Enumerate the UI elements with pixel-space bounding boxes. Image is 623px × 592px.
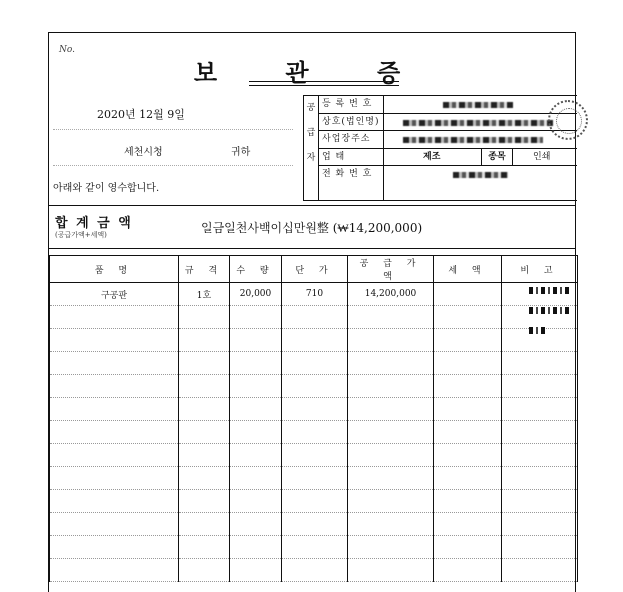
redaction: [453, 172, 508, 178]
empty-cell: [50, 467, 179, 490]
empty-cell: [434, 306, 502, 329]
table-row: [50, 559, 578, 582]
empty-cell: [434, 536, 502, 559]
recipient-honorific: 귀하: [231, 147, 251, 158]
table-row: [50, 444, 578, 467]
divider: [53, 129, 293, 130]
empty-cell: [230, 536, 282, 559]
empty-cell: [179, 352, 230, 375]
supplier-label: 상호(법인명): [318, 114, 383, 132]
empty-cell: [50, 513, 179, 536]
col-header: 수 량: [230, 256, 282, 283]
empty-cell: [230, 444, 282, 467]
empty-cell: [434, 421, 502, 444]
seal-stamp: [548, 100, 588, 140]
redaction: [529, 307, 571, 314]
title-underline: [249, 81, 399, 82]
side-char: 급: [306, 128, 316, 138]
empty-cell: [348, 490, 434, 513]
empty-cell: [434, 513, 502, 536]
empty-cell: [348, 536, 434, 559]
empty-cell: [434, 329, 502, 352]
business-item: 인쇄: [533, 151, 551, 162]
table-row: [50, 306, 578, 329]
table-row: [50, 536, 578, 559]
empty-cell: [179, 490, 230, 513]
cell-unit-price: 710: [282, 283, 348, 306]
empty-cell: [50, 398, 179, 421]
supplier-labels: [318, 96, 384, 200]
empty-cell: [179, 536, 230, 559]
empty-cell: [179, 559, 230, 582]
empty-cell: [179, 306, 230, 329]
empty-cell: [50, 375, 179, 398]
empty-cell: [348, 398, 434, 421]
empty-cell: [230, 421, 282, 444]
empty-cell: [348, 306, 434, 329]
empty-cell: [282, 398, 348, 421]
empty-cell: [502, 536, 578, 559]
empty-cell: [179, 444, 230, 467]
empty-cell: [434, 444, 502, 467]
title-underline-2: [249, 85, 399, 86]
empty-cell: [502, 375, 578, 398]
empty-cell: [348, 444, 434, 467]
empty-cell: [50, 306, 179, 329]
business-type-row: [383, 149, 577, 167]
empty-cell: [348, 352, 434, 375]
recipient-name: 세천시청: [124, 147, 163, 158]
empty-cell: [179, 329, 230, 352]
empty-cell: [348, 513, 434, 536]
empty-cell: [502, 352, 578, 375]
empty-cell: [502, 444, 578, 467]
cell-tax: [434, 283, 502, 306]
cell-spec: 1호: [179, 283, 230, 306]
supplier-box: [303, 95, 577, 201]
table-row: [50, 467, 578, 490]
empty-cell: [348, 421, 434, 444]
empty-cell: [434, 352, 502, 375]
received-statement: 아래와 같이 영수합니다.: [53, 183, 160, 194]
empty-cell: [282, 421, 348, 444]
empty-cell: [282, 513, 348, 536]
supplier-label: 전 화 번 호: [322, 169, 373, 180]
col-header: 공 급 가 액: [348, 256, 434, 283]
col-header: 세 액: [434, 256, 502, 283]
empty-cell: [230, 306, 282, 329]
table-row: [50, 421, 578, 444]
total-sublabel: (공급가액+세액): [55, 231, 107, 239]
empty-cell: [502, 467, 578, 490]
cell-supply-value: 14,200,000: [348, 283, 434, 306]
business-type: 제조: [423, 151, 441, 162]
divider: [53, 165, 293, 166]
col-header: 비 고: [502, 256, 578, 283]
side-char: 자: [306, 153, 316, 163]
empty-cell: [434, 375, 502, 398]
redacted-remark: [525, 279, 575, 347]
empty-cell: [282, 352, 348, 375]
total-amount-box: [49, 205, 575, 249]
empty-cell: [282, 559, 348, 582]
empty-cell: [50, 536, 179, 559]
redaction: [529, 327, 545, 334]
empty-cell: [179, 467, 230, 490]
table-row: [50, 283, 578, 306]
total-amount: 일금일천사백이십만원整 (₩14,200,000): [201, 221, 423, 235]
empty-cell: [348, 329, 434, 352]
table-row: [50, 398, 578, 421]
table-row: [50, 490, 578, 513]
supplier-label: 업 태: [318, 149, 383, 167]
empty-cell: [50, 559, 179, 582]
empty-cell: [282, 536, 348, 559]
empty-cell: [230, 467, 282, 490]
empty-cell: [502, 513, 578, 536]
table-row: [50, 513, 578, 536]
empty-cell: [434, 559, 502, 582]
supplier-label: 사업장주소: [318, 131, 383, 149]
side-char: 공: [306, 103, 316, 113]
col-header: 단 가: [282, 256, 348, 283]
redaction: [403, 120, 553, 126]
redacted-reg-number: [383, 96, 577, 114]
table-header-row: [50, 256, 578, 283]
empty-cell: [230, 329, 282, 352]
cell-qty: 20,000: [230, 283, 282, 306]
empty-cell: [50, 329, 179, 352]
redacted-phone: [383, 166, 577, 184]
empty-cell: [230, 352, 282, 375]
empty-cell: [348, 375, 434, 398]
empty-cell: [230, 559, 282, 582]
empty-cell: [230, 375, 282, 398]
empty-cell: [434, 490, 502, 513]
empty-cell: [50, 490, 179, 513]
items-table: [49, 255, 578, 582]
table-row: [50, 352, 578, 375]
empty-cell: [502, 421, 578, 444]
empty-cell: [230, 398, 282, 421]
redaction: [443, 102, 513, 108]
empty-cell: [502, 559, 578, 582]
supplier-values: [383, 96, 577, 200]
empty-cell: [179, 375, 230, 398]
page-title: 보 관 증: [193, 58, 431, 87]
table-row: [50, 329, 578, 352]
empty-cell: [282, 467, 348, 490]
redaction: [403, 137, 543, 143]
redaction: [529, 287, 571, 294]
total-label: 합 계 금 액: [55, 216, 133, 231]
empty-cell: [434, 398, 502, 421]
empty-cell: [502, 490, 578, 513]
issue-date: 2020년 12월 9일: [97, 108, 185, 121]
empty-cell: [434, 467, 502, 490]
empty-cell: [282, 444, 348, 467]
empty-cell: [282, 306, 348, 329]
empty-cell: [179, 421, 230, 444]
empty-cell: [230, 513, 282, 536]
supplier-label: 등 록 번 호: [318, 96, 383, 114]
empty-cell: [230, 490, 282, 513]
empty-cell: [282, 490, 348, 513]
col-header: 품 명: [50, 256, 179, 283]
table-row: [50, 375, 578, 398]
empty-cell: [348, 467, 434, 490]
supplier-side-label: [304, 96, 319, 200]
col-header: 규 격: [179, 256, 230, 283]
doc-number-label: No.: [59, 45, 75, 55]
empty-cell: [282, 375, 348, 398]
empty-cell: [50, 421, 179, 444]
receipt-document: [48, 32, 576, 592]
cell-item: 구공판: [50, 283, 179, 306]
empty-cell: [50, 444, 179, 467]
empty-cell: [50, 352, 179, 375]
empty-cell: [179, 513, 230, 536]
empty-cell: [179, 398, 230, 421]
business-item-label: 종목: [481, 149, 513, 166]
empty-cell: [348, 559, 434, 582]
empty-cell: [502, 398, 578, 421]
empty-cell: [282, 329, 348, 352]
redacted-address: [383, 131, 577, 149]
